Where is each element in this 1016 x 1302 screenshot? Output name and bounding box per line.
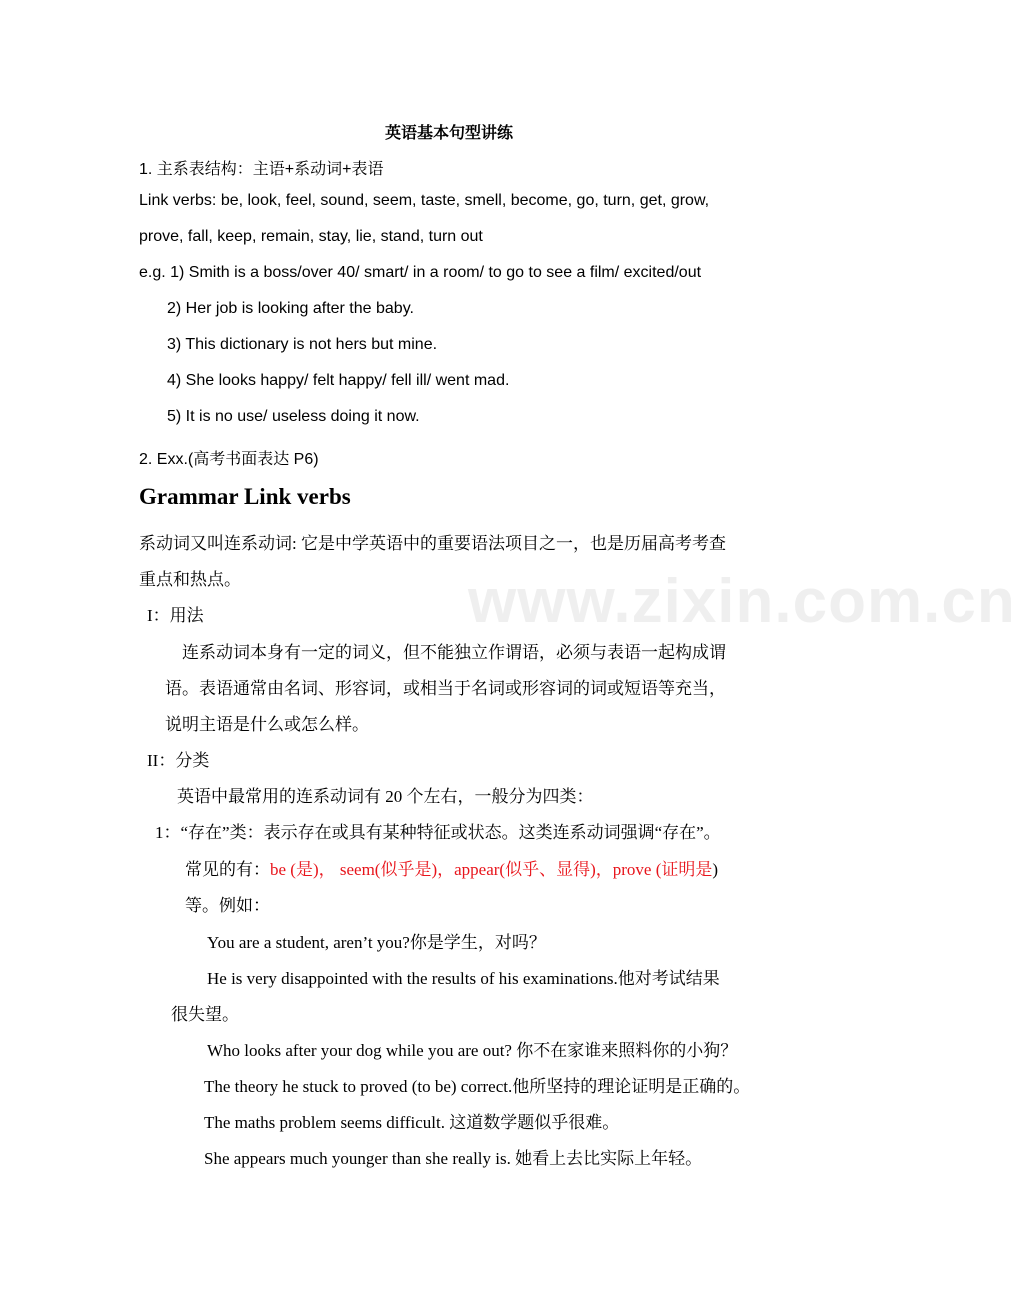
usage-line-3: 说明主语是什么或怎么样。 — [165, 715, 369, 734]
sentence-3: Who looks after your dog while you are out? 你不在家谁来照料你的小狗？ — [207, 1041, 738, 1060]
section-1-heading: 1. 主系表结构：主语+系动词+表语 — [139, 161, 384, 178]
usage-heading: I：用法 — [147, 606, 204, 625]
usage-line-2: 语。表语通常由名词、形容词，或相当于名词或形容词的词或短语等充当， — [165, 679, 726, 698]
sentence-2a: He is very disappointed with the results of his examinations.他对考试结果 — [207, 969, 720, 988]
example-2: 2) Her job is looking after the baby. — [167, 300, 414, 317]
example-5: 5) It is no use/ useless doing it now. — [167, 408, 420, 425]
intro-line-2: 重点和热点。 — [139, 570, 241, 589]
link-verbs-line-1: Link verbs: be, look, feel, sound, seem, taste, smell, become, go, turn, get, grow, — [139, 192, 710, 209]
classification-line: 英语中最常用的连系动词有 20 个左右，一般分为四类： — [177, 787, 594, 806]
example-4: 4) She looks happy/ felt happy/ fell ill/ went mad. — [167, 372, 510, 389]
common-verbs-prefix: 常见的有： — [185, 860, 270, 879]
sentence-4: The theory he stuck to proved (to be) correct.他所坚持的理论证明是正确的。 — [204, 1077, 751, 1096]
common-verbs-line — [185, 855, 718, 880]
section-2-heading: 2. Exx.(高考书面表达 P6) — [139, 451, 319, 468]
watermark: www.zixin.com.cn — [468, 567, 1016, 636]
sentence-5: The maths problem seems difficult. 这道数学题似乎很难。 — [204, 1113, 620, 1132]
usage-line-1: 连系动词本身有一定的词义，但不能独立作谓语，必须与表语一起构成谓 — [182, 643, 726, 662]
intro-line-1: 系动词又叫连系动词: 它是中学英语中的重要语法项目之一，也是历届高考考查 — [139, 534, 726, 553]
example-3: 3) This dictionary is not hers but mine. — [167, 336, 438, 353]
common-verbs-suffix: ) — [712, 860, 719, 879]
example-1: e.g. 1) Smith is a boss/over 40/ smart/ in a room/ to go to see a film/ excited/out — [139, 264, 702, 281]
grammar-heading: Grammar Link verbs — [139, 484, 351, 509]
sentence-2b: 很失望。 — [171, 1005, 239, 1024]
classification-heading: II：分类 — [147, 751, 210, 770]
etc-line: 等。例如： — [185, 896, 270, 915]
common-verbs-list: be (是)， seem(似乎是)，appear(似乎、显得)，prove (证明是 — [270, 860, 713, 879]
link-verbs-line-2: prove, fall, keep, remain, stay, lie, stand, turn out — [139, 228, 483, 245]
document-title: 英语基本句型讲练 — [385, 125, 514, 142]
sentence-1: You are a student, aren’t you?你是学生，对吗？ — [207, 933, 546, 952]
type-1-line: 1：“存在”类：表示存在或具有某种特征或状态。这类连系动词强调“存在”。 — [155, 823, 721, 842]
sentence-6: She appears much younger than she really is. 她看上去比实际上年轻。 — [204, 1149, 703, 1168]
